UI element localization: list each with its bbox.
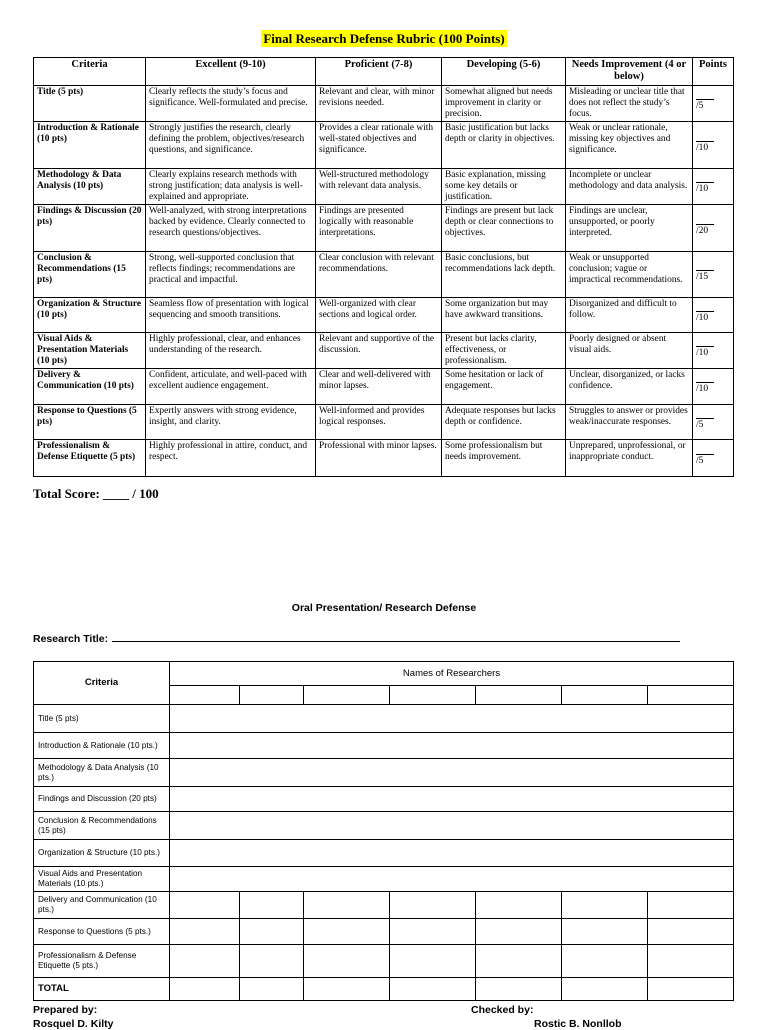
checked-by-label: Checked by:: [471, 1004, 534, 1016]
rubric-proficient-cell: Well-informed and provides logical responses.: [316, 405, 442, 440]
score-cell[interactable]: [170, 787, 734, 812]
score-cell[interactable]: [240, 919, 304, 945]
rubric-row: [34, 169, 734, 205]
rubric-points-cell[interactable]: [693, 205, 734, 252]
score-cell[interactable]: [562, 945, 648, 978]
score-row: [34, 787, 734, 812]
rubric-excellent-cell: Strong, well-supported conclusion that reflects findings; recommendations are practical and impactful.: [146, 252, 316, 298]
rubric-proficient-cell: Provides a clear rationale with well-stated objectives and significance.: [316, 122, 442, 169]
rubric-excellent-cell: Seamless flow of presentation with logical sequencing and smooth transitions.: [146, 298, 316, 333]
rubric-row: [34, 205, 734, 252]
score-row: [34, 919, 734, 945]
score-criteria-label: Introduction & Rationale (10 pts.): [34, 733, 170, 759]
score-row: [34, 812, 734, 840]
points-value: /10: [696, 311, 714, 324]
score-cell[interactable]: [562, 919, 648, 945]
score-row: [34, 733, 734, 759]
research-title-field: [33, 631, 680, 645]
names-of-researchers-header: Names of Researchers: [170, 662, 734, 686]
rubric-needs-improvement-cell: Struggles to answer or provides weak/inaccurate responses.: [566, 405, 693, 440]
rubric-points-cell[interactable]: [693, 122, 734, 169]
header-proficient: Proficient (7-8): [316, 58, 442, 86]
rubric-points-cell[interactable]: [693, 86, 734, 122]
rubric-points-cell[interactable]: [693, 405, 734, 440]
points-value: /10: [696, 382, 714, 395]
rubric-proficient-cell: Relevant and supportive of the discussion.: [316, 333, 442, 369]
score-cell[interactable]: [648, 945, 734, 978]
points-value: /10: [696, 346, 714, 359]
score-row: [34, 867, 734, 892]
score-cell[interactable]: [170, 919, 240, 945]
points-value: /5: [696, 454, 714, 467]
score-cell[interactable]: [240, 945, 304, 978]
rubric-row: [34, 440, 734, 477]
score-criteria-label: Organization & Structure (10 pts.): [34, 840, 170, 867]
rubric-excellent-cell: Clearly reflects the study’s focus and significance. Well-formulated and precise.: [146, 86, 316, 122]
points-value: /20: [696, 224, 714, 237]
total-score: Total Score: ____ / 100: [33, 486, 159, 501]
rubric-needs-improvement-cell: Unclear, disorganized, or lacks confidence.: [566, 369, 693, 405]
score-row: [34, 892, 734, 919]
score-cell[interactable]: [562, 892, 648, 919]
rubric-title: Final Research Defense Rubric (100 Points): [263, 31, 505, 46]
header-developing: Developing (5-6): [442, 58, 566, 86]
rubric-row: [34, 405, 734, 440]
rubric-criteria-cell: Findings & Discussion (20 pts): [34, 205, 146, 252]
score-criteria-label: Conclusion & Recommendations (15 pts): [34, 812, 170, 840]
rubric-developing-cell: Some hesitation or lack of engagement.: [442, 369, 566, 405]
rubric-title-wrap: [0, 30, 768, 48]
score-cell[interactable]: [304, 945, 390, 978]
rubric-excellent-cell: Expertly answers with strong evidence, insight, and clarity.: [146, 405, 316, 440]
header-points: Points: [693, 58, 734, 86]
score-row: [34, 945, 734, 978]
rubric-criteria-cell: Introduction & Rationale (10 pts): [34, 122, 146, 169]
rubric-developing-cell: Present but lacks clarity, effectiveness, or professionalism.: [442, 333, 566, 369]
score-criteria-label: Methodology & Data Analysis (10 pts.): [34, 759, 170, 787]
rubric-needs-improvement-cell: Misleading or unclear title that does not reflect the study’s focus.: [566, 86, 693, 122]
score-criteria-label: Visual Aids and Presentation Materials (10 pts.): [34, 867, 170, 892]
points-value: /5: [696, 418, 714, 431]
rubric-developing-cell: Basic justification but lacks depth or clarity in objectives.: [442, 122, 566, 169]
total-label: TOTAL: [34, 978, 170, 1001]
rubric-row: [34, 86, 734, 122]
researcher-name-cell[interactable]: [648, 686, 734, 705]
total-cell[interactable]: [170, 978, 240, 1001]
score-cell[interactable]: [648, 892, 734, 919]
rubric-excellent-cell: Clearly explains research methods with strong justification; data analysis is well-explained and appropriate.: [146, 169, 316, 205]
score-criteria-label: Response to Questions (5 pts.): [34, 919, 170, 945]
rubric-table: [33, 57, 734, 477]
header-criteria: Criteria: [34, 58, 146, 86]
research-title-label: Research Title:: [33, 633, 109, 645]
rubric-developing-cell: Basic conclusions, but recommendations lack depth.: [442, 252, 566, 298]
rubric-needs-improvement-cell: Disorganized and difficult to follow.: [566, 298, 693, 333]
total-cell[interactable]: [390, 978, 476, 1001]
score-row: [34, 759, 734, 787]
researcher-name-cell[interactable]: [476, 686, 562, 705]
score-cell[interactable]: [240, 892, 304, 919]
rubric-criteria-cell: Visual Aids & Presentation Materials (10 pts): [34, 333, 146, 369]
total-cell[interactable]: [476, 978, 562, 1001]
score-cell[interactable]: [390, 945, 476, 978]
score-row: [34, 705, 734, 733]
total-cell[interactable]: [562, 978, 648, 1001]
rubric-points-cell[interactable]: [693, 169, 734, 205]
score-cell[interactable]: [304, 892, 390, 919]
score-cell[interactable]: [390, 892, 476, 919]
header-needs-improvement: Needs Improvement (4 or below): [566, 58, 693, 86]
rubric-points-cell[interactable]: [693, 252, 734, 298]
rubric-row: [34, 298, 734, 333]
researcher-name-cell[interactable]: [390, 686, 476, 705]
rubric-needs-improvement-cell: Poorly designed or absent visual aids.: [566, 333, 693, 369]
score-criteria-label: Delivery and Communication (10 pts.): [34, 892, 170, 919]
points-value: /15: [696, 270, 714, 283]
points-value: /10: [696, 182, 714, 195]
rubric-proficient-cell: Relevant and clear, with minor revisions needed.: [316, 86, 442, 122]
total-row: [34, 978, 734, 1001]
score-criteria-label: Title (5 pts): [34, 705, 170, 733]
prepared-by-name: Rosquel D. Kilty: [33, 1018, 114, 1030]
rubric-needs-improvement-cell: Incomplete or unclear methodology and data analysis.: [566, 169, 693, 205]
rubric-criteria-cell: Professionalism & Defense Etiquette (5 pts): [34, 440, 146, 477]
rubric-criteria-cell: Response to Questions (5 pts): [34, 405, 146, 440]
score-cell[interactable]: [170, 705, 734, 733]
score-cell[interactable]: [476, 919, 562, 945]
score-row: [34, 840, 734, 867]
score-cell[interactable]: [170, 759, 734, 787]
rubric-criteria-cell: Organization & Structure (10 pts): [34, 298, 146, 333]
header-excellent: Excellent (9-10): [146, 58, 316, 86]
score-cell[interactable]: [304, 919, 390, 945]
rubric-needs-improvement-cell: Findings are unclear, unsupported, or poorly interpreted.: [566, 205, 693, 252]
rubric-criteria-cell: Conclusion & Recommendations (15 pts): [34, 252, 146, 298]
rubric-excellent-cell: Strongly justifies the research, clearly defining the problem, objectives/research questions, and significance.: [146, 122, 316, 169]
rubric-developing-cell: Findings are present but lack depth or clear connections to objectives.: [442, 205, 566, 252]
rubric-proficient-cell: Clear and well-delivered with minor lapses.: [316, 369, 442, 405]
points-value: /5: [696, 99, 714, 112]
total-cell[interactable]: [648, 978, 734, 1001]
total-cell[interactable]: [304, 978, 390, 1001]
rubric-proficient-cell: Professional with minor lapses.: [316, 440, 442, 477]
rubric-proficient-cell: Well-structured methodology with relevant data analysis.: [316, 169, 442, 205]
score-cell[interactable]: [170, 867, 734, 892]
score-cell[interactable]: [170, 840, 734, 867]
rubric-developing-cell: Somewhat aligned but needs improvement in clarity or precision.: [442, 86, 566, 122]
rubric-points-cell[interactable]: [693, 333, 734, 369]
researcher-name-cell[interactable]: [562, 686, 648, 705]
rubric-needs-improvement-cell: Unprepared, unprofessional, or inappropriate conduct.: [566, 440, 693, 477]
rubric-excellent-cell: Highly professional in attire, conduct, and respect.: [146, 440, 316, 477]
rubric-proficient-cell: Clear conclusion with relevant recommendations.: [316, 252, 442, 298]
score-criteria-label: Professionalism & Defense Etiquette (5 pts.): [34, 945, 170, 978]
researcher-name-cell[interactable]: [240, 686, 304, 705]
score-cell[interactable]: [170, 812, 734, 840]
rubric-excellent-cell: Confident, articulate, and well-paced with excellent audience engagement.: [146, 369, 316, 405]
rubric-criteria-cell: Methodology & Data Analysis (10 pts): [34, 169, 146, 205]
rubric-needs-improvement-cell: Weak or unclear rationale, missing key objectives and significance.: [566, 122, 693, 169]
rubric-excellent-cell: Well-analyzed, with strong interpretations backed by evidence. Clearly connected to research questions/objectives.: [146, 205, 316, 252]
rubric-excellent-cell: Highly professional, clear, and enhances understanding of the research.: [146, 333, 316, 369]
prepared-by-label: Prepared by:: [33, 1004, 98, 1016]
rubric-points-cell[interactable]: [693, 369, 734, 405]
score-criteria-label: Findings and Discussion (20 pts): [34, 787, 170, 812]
research-title-line[interactable]: [112, 631, 680, 642]
score-cell[interactable]: [170, 892, 240, 919]
rubric-row: [34, 333, 734, 369]
score-cell[interactable]: [390, 919, 476, 945]
score-cell[interactable]: [476, 945, 562, 978]
rubric-points-cell[interactable]: [693, 440, 734, 477]
checked-by-name: Rostic B. Nonllob: [534, 1018, 622, 1030]
rubric-proficient-cell: Well-organized with clear sections and logical order.: [316, 298, 442, 333]
rubric-developing-cell: Basic explanation, missing some key details or justification.: [442, 169, 566, 205]
score-cell[interactable]: [476, 892, 562, 919]
rubric-needs-improvement-cell: Weak or unsupported conclusion; vague or impractical recommendations.: [566, 252, 693, 298]
researcher-name-cell[interactable]: [304, 686, 390, 705]
rubric-row: [34, 122, 734, 169]
rubric-points-cell[interactable]: [693, 298, 734, 333]
rubric-proficient-cell: Findings are presented logically with reasonable interpretations.: [316, 205, 442, 252]
oral-presentation-title: Oral Presentation/ Research Defense: [291, 602, 477, 614]
rubric-criteria-cell: Delivery & Communication (10 pts): [34, 369, 146, 405]
total-cell[interactable]: [240, 978, 304, 1001]
score-criteria-header: Criteria: [34, 662, 170, 705]
researcher-name-cell[interactable]: [170, 686, 240, 705]
rubric-criteria-cell: Title (5 pts): [34, 86, 146, 122]
points-value: /10: [696, 141, 714, 154]
score-cell[interactable]: [170, 945, 240, 978]
rubric-header-row: [34, 58, 734, 86]
rubric-row: [34, 252, 734, 298]
rubric-row: [34, 369, 734, 405]
score-cell[interactable]: [170, 733, 734, 759]
rubric-developing-cell: Some organization but may have awkward transitions.: [442, 298, 566, 333]
score-sheet-table: [33, 661, 734, 1001]
rubric-developing-cell: Adequate responses but lacks depth or confidence.: [442, 405, 566, 440]
score-cell[interactable]: [648, 919, 734, 945]
rubric-developing-cell: Some professionalism but needs improvement.: [442, 440, 566, 477]
